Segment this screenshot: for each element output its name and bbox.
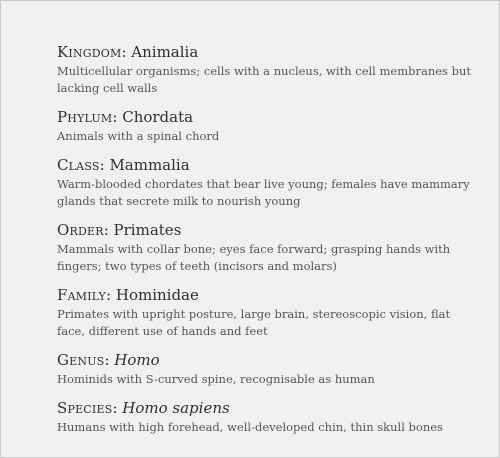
rank-description: Warm-blooded chordates that bear live young; females have mammary glands that secrete milk to nourish young — [57, 177, 470, 208]
rank-genus — [57, 350, 477, 388]
rank-heading: Kingdom: Animalia — [57, 43, 199, 61]
rank-label: Genus — [57, 351, 105, 369]
rank-heading: Genus: Homo — [57, 351, 160, 369]
rank-phylum — [57, 107, 477, 145]
rank-heading: Class: Mammalia — [57, 156, 190, 174]
rank-family — [57, 285, 477, 340]
rank-label: Kingdom — [57, 43, 122, 61]
rank-value: Homo sapiens — [122, 399, 230, 417]
rank-species — [57, 398, 477, 436]
rank-description: Animals with a spinal chord — [57, 129, 220, 143]
rank-label: Species — [57, 399, 113, 417]
rank-value: Chordata — [122, 108, 194, 126]
rank-description: Primates with upright posture, large brain, stereoscopic vision, flat face, different use of hands and feet — [57, 307, 451, 338]
rank-label: Class — [57, 156, 100, 174]
rank-description: Hominids with S-curved spine, recognisable as human — [57, 372, 375, 386]
rank-label: Family — [57, 286, 107, 304]
rank-heading: Order: Primates — [57, 221, 182, 239]
rank-kingdom — [57, 42, 477, 97]
taxonomy-list — [57, 42, 477, 446]
rank-description: Humans with high forehead, well-developed chin, thin skull bones — [57, 420, 443, 434]
rank-heading: Family: Hominidae — [57, 286, 199, 304]
rank-value: Homo — [114, 351, 160, 369]
rank-heading: Species: Homo sapiens — [57, 399, 230, 417]
rank-value: Mammalia — [109, 156, 190, 174]
rank-heading: Phylum: Chordata — [57, 108, 194, 126]
rank-value: Animalia — [131, 43, 199, 61]
rank-description: Multicellular organisms; cells with a nucleus, with cell membranes but lacking cell walls — [57, 64, 471, 95]
rank-order — [57, 220, 477, 275]
rank-value: Primates — [113, 221, 182, 239]
rank-label: Phylum — [57, 108, 113, 126]
rank-label: Order — [57, 221, 104, 239]
rank-value: Hominidae — [115, 286, 199, 304]
rank-description: Mammals with collar bone; eyes face forward; grasping hands with fingers; two types of teeth (incisors and molars) — [57, 242, 451, 273]
rank-class — [57, 155, 477, 210]
